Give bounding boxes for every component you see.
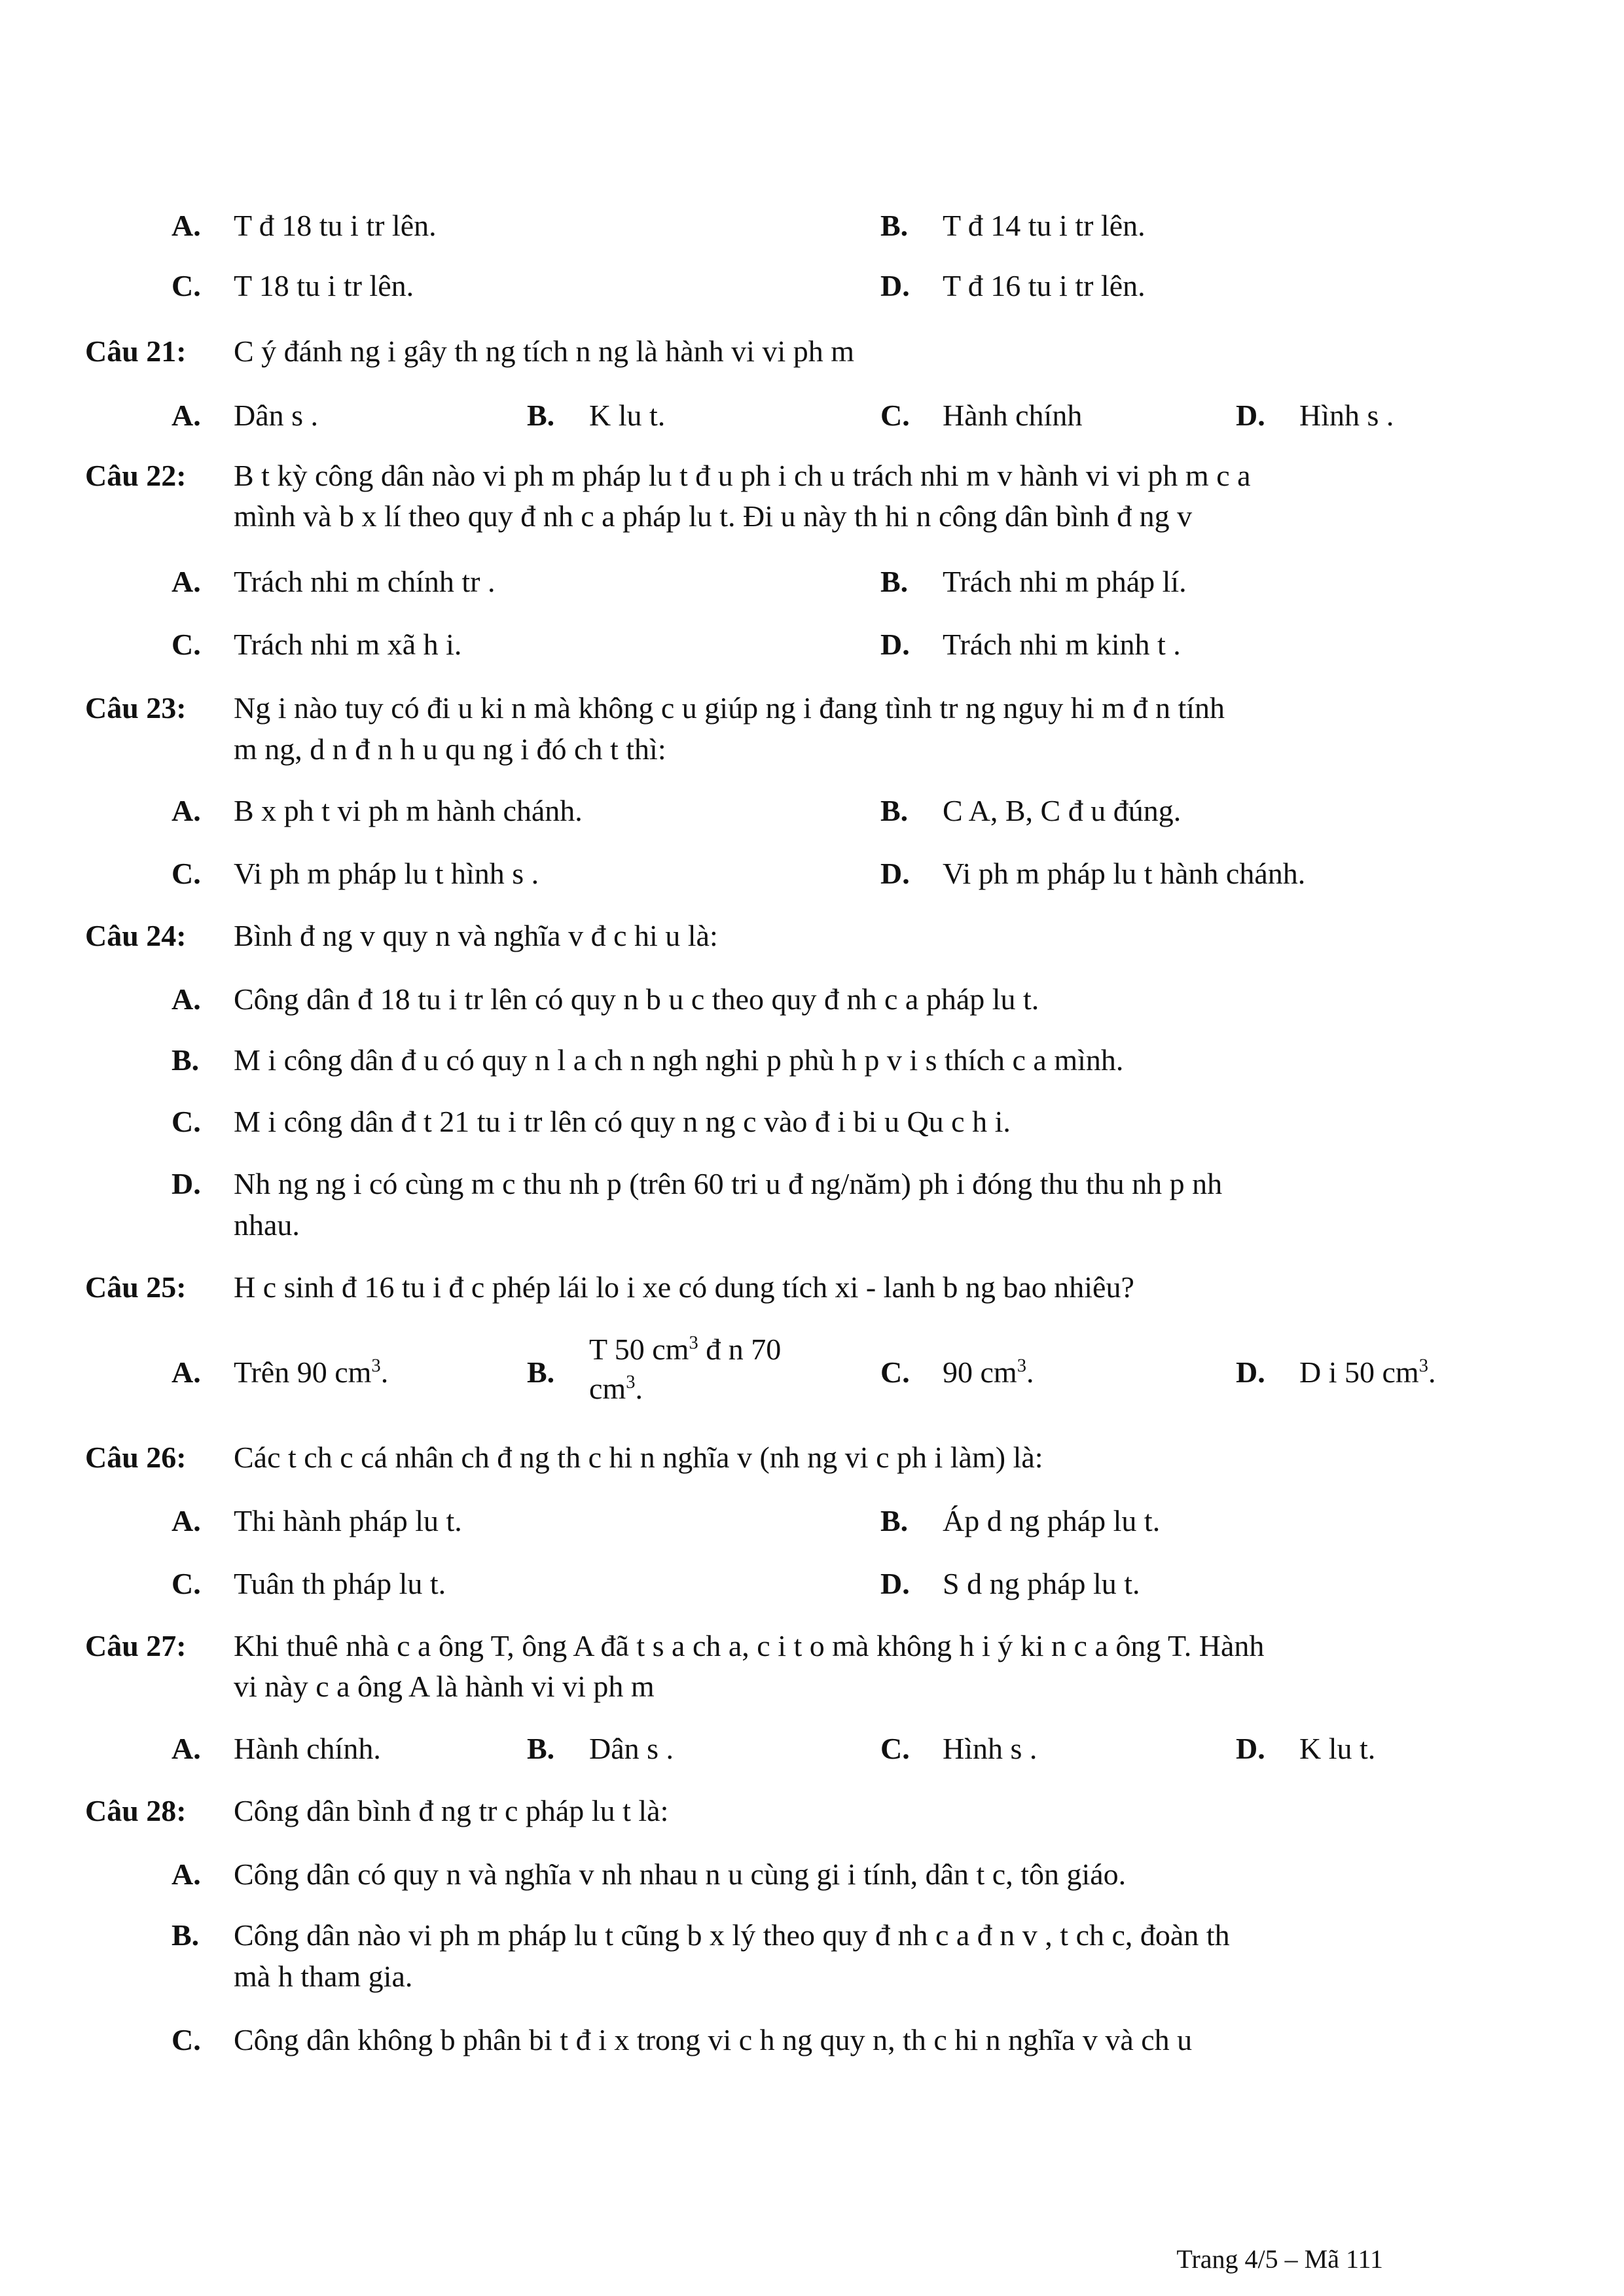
question-label: Câu 24: [85,919,187,952]
option-label: C. [171,1105,201,1138]
option-text: S d ng pháp lu t. [943,1567,1140,1600]
option-label: B. [880,1504,909,1537]
option-label: D. [880,1567,910,1600]
option-label: B. [171,1918,200,1952]
option-label: D. [1236,399,1265,432]
option-label: C. [880,1355,910,1389]
option-text: T đ 16 tu i tr lên. [943,269,1146,302]
option-text: Vi ph m pháp lu t hình s . [234,857,539,890]
option-text: Hình s . [1299,399,1394,432]
question-text: C ý đánh ng i gây th ng tích n ng là hành vi vi ph m [234,334,855,368]
option-label: D. [1236,1732,1265,1765]
option-text: T đ 18 tu i tr lên. [234,209,437,242]
option-label: A. [171,1504,201,1537]
option-text: T đ 14 tu i tr lên. [943,209,1146,242]
question-text: Công dân bình đ ng tr c pháp lu t là: [234,1794,669,1827]
question-text: Các t ch c cá nhân ch đ ng th c hi n nghĩa v (nh ng vi c ph i làm) là: [234,1441,1043,1474]
option-text: D i 50 $cm^3$. [1299,1355,1436,1389]
option-label: C. [171,2023,201,2056]
option-label: A. [171,794,201,827]
option-text: Hành chính. [234,1732,381,1765]
option-text: Trách nhi m xã h i. [234,628,462,661]
option-text: K lu t. [589,399,666,432]
option-text: Hình s . [943,1732,1038,1765]
option-text: B x ph t vi ph m hành chánh. [234,794,583,827]
question-text-line-2: vi này c a ông A là hành vi vi ph m [234,1670,655,1703]
question-text-line-2: mình và b x lí theo quy đ nh c a pháp lu t. Đi u này th hi n công dân bình đ ng v [234,499,1193,533]
option-label: D. [880,857,910,890]
option-text: Dân s . [589,1732,674,1765]
question-text-line-1: Ng i nào tuy có đi u ki n mà không c u giúp ng i đang tình tr ng nguy hi m đ n tính [234,691,1225,725]
option-label: D. [1236,1355,1265,1389]
option-text: Công dân không b phân bi t đ i x trong vi c h ng quy n, th c hi n nghĩa v và ch u [234,2023,1193,2056]
option-text: Công dân có quy n và nghĩa v nh nhau n u cùng gi i tính, dân t c, tôn giáo. [234,1857,1127,1891]
option-label: D. [171,1167,201,1200]
option-text: Thi hành pháp lu t. [234,1504,462,1537]
page-footer: Trang 4/5 – Mã 111 [1176,2244,1383,2274]
question-label: Câu 27: [85,1629,187,1662]
option-text: Áp d ng pháp lu t. [943,1504,1161,1537]
option-text: Tuân th pháp lu t. [234,1567,446,1600]
option-label: B. [171,1043,200,1077]
option-label: B. [880,794,909,827]
option-text-line-1: T 50 $cm^3$ đ n 70 [589,1333,782,1366]
option-text: Công dân đ 18 tu i tr lên có quy n b u c theo quy đ nh c a pháp lu t. [234,982,1039,1016]
option-text: Dân s . [234,399,319,432]
option-label: C. [171,857,201,890]
option-label: C. [171,269,201,302]
question-label: Câu 21: [85,334,187,368]
question-label: Câu 22: [85,459,187,492]
option-label: B. [880,209,909,242]
question-label: Câu 23: [85,691,187,725]
question-text-line-1: B t kỳ công dân nào vi ph m pháp lu t đ u ph i ch u trách nhi m v hành vi vi ph m c a [234,459,1251,492]
option-label: D. [880,269,910,302]
option-text: Trách nhi m kinh t . [943,628,1181,661]
option-text-line-1: Công dân nào vi ph m pháp lu t cũng b x lý theo quy đ nh c a đ n v , t ch c, đoàn th [234,1918,1230,1952]
option-label: D. [880,628,910,661]
option-text-line-1: Nh ng ng i có cùng m c thu nh p (trên 60 tri u đ ng/năm) ph i đóng thu thu nh p nh [234,1167,1223,1200]
option-label: A. [171,565,201,598]
option-text: Trách nhi m chính tr . [234,565,496,598]
option-text: M i công dân đ u có quy n l a ch n ngh nghi p phù h p v i s thích c a mình. [234,1043,1124,1077]
option-label: C. [171,628,201,661]
option-label: A. [171,982,201,1016]
option-text: K lu t. [1299,1732,1376,1765]
option-text: 90 $cm^3$. [943,1355,1034,1389]
option-text-line-2: nhau. [234,1208,300,1242]
option-label: C. [171,1567,201,1600]
option-text: T 18 tu i tr lên. [234,269,414,302]
question-text-line-1: Khi thuê nhà c a ông T, ông A đã t s a ch a, c i t o mà không h i ý ki n c a ông T. Hành [234,1629,1265,1662]
question-label: Câu 25: [85,1270,187,1304]
question-label: Câu 26: [85,1441,187,1474]
option-text: C A, B, C đ u đúng. [943,794,1182,827]
question-text: Bình đ ng v quy n và nghĩa v đ c hi u là: [234,919,718,952]
option-label: A. [171,1857,201,1891]
option-label: B. [880,565,909,598]
option-label: A. [171,1355,201,1389]
option-text: Hành chính [943,399,1083,432]
option-text: Trách nhi m pháp lí. [943,565,1187,598]
question-25-option-b-line-1 [589,1332,781,1367]
option-text-line-2: mà h tham gia. [234,1960,413,1993]
option-label: A. [171,1732,201,1765]
option-label: B. [527,1732,555,1765]
option-text-line-2: $cm^3$. [589,1372,643,1405]
option-text: M i công dân đ t 21 tu i tr lên có quy n ng c vào đ i bi u Qu c h i. [234,1105,1011,1138]
question-text: H c sinh đ 16 tu i đ c phép lái lo i xe có dung tích xi - lanh b ng bao nhiêu? [234,1270,1134,1304]
option-label: B. [527,399,555,432]
question-text-line-2: m ng, d n đ n h u qu ng i đó ch t thì: [234,732,666,766]
option-label: A. [171,399,201,432]
option-label: A. [171,209,201,242]
option-label: C. [880,1732,910,1765]
option-text: Trên 90 $cm^3$. [234,1355,389,1389]
option-label: B. [527,1355,555,1389]
question-label: Câu 28: [85,1794,187,1827]
question-25-option-b-line-2 [589,1371,643,1406]
option-label: C. [880,399,910,432]
option-text: Vi ph m pháp lu t hành chánh. [943,857,1306,890]
